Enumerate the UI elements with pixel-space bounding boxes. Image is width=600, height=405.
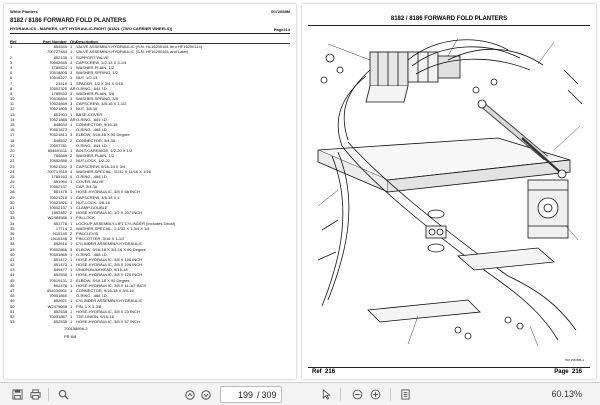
part-description: HOSE-HYDRAULIC, 3/8 X 23 INCH <box>76 308 140 314</box>
part-qty: 1 <box>70 49 73 55</box>
part-qty: 1 <box>70 64 73 70</box>
part-ref: 45 <box>10 277 15 283</box>
part-ref: 46 <box>10 282 15 288</box>
search-icon[interactable] <box>56 387 71 402</box>
part-qty: 1 <box>70 272 73 278</box>
part-number: 23419 <box>55 80 67 86</box>
parts-table-body <box>10 44 290 324</box>
part-ref: 8 <box>10 85 13 91</box>
part-qty: 1 <box>70 288 73 293</box>
part-qty: 4 <box>70 168 73 174</box>
part-number: 854540 <box>53 44 67 50</box>
exploded-parts-diagram <box>308 30 590 356</box>
part-ref: 29 <box>10 194 15 200</box>
part-qty: 1 <box>70 251 73 257</box>
part-number: 70518805 <box>49 70 67 76</box>
part-qty: 1 <box>70 54 73 60</box>
part-description: O-RING, .644 I.D. <box>76 85 108 91</box>
part-description: ELBOW, 9/16-18 X 90 Degree <box>76 132 130 138</box>
part-ref: 31 <box>10 205 15 210</box>
part-description: CONNECTOR, 9/16-18 <box>76 122 118 127</box>
part-number: 70502137 <box>49 184 67 190</box>
part-ref: 17 <box>10 132 15 138</box>
part-ref: 50 <box>10 303 15 309</box>
part-qty: 2 <box>70 153 73 159</box>
part-number: 70502645 <box>49 59 67 65</box>
ref-text: Ref <box>312 369 322 375</box>
part-ref: 5 <box>10 70 13 76</box>
part-description: CAPSCREW, 5/16-18 X 3/4 <box>76 163 126 169</box>
part-qty: 1 <box>70 122 73 127</box>
part-number: 70501873 <box>49 127 67 133</box>
part-description: CAPSCREW, 3/8-16 X 1-1/2 <box>76 101 127 107</box>
part-qty: 1 <box>70 319 73 325</box>
part-ref: 35 <box>10 225 15 231</box>
part-number: 1785524 <box>51 64 67 70</box>
part-qty: 3 <box>70 246 73 252</box>
part-description: SUPPORT-VALVE <box>76 54 109 60</box>
part-description: O-RING, .644 I.D. <box>76 116 108 122</box>
part-ref: 38 <box>10 241 15 247</box>
part-ref: 22 <box>10 158 15 164</box>
part-description: WASHER-SPECIAL, 11/32 X 11/16 X 1/16 <box>76 168 151 174</box>
toolbar-divider <box>48 388 49 401</box>
part-ref: 42 <box>10 262 15 268</box>
part-ref: 16 <box>10 127 15 133</box>
part-number: 70516894 <box>49 96 67 102</box>
part-description: PIN-CLEVIS <box>76 230 99 236</box>
part-ref: 28 <box>10 189 15 195</box>
zoom-out-icon[interactable] <box>350 387 365 402</box>
diagram-page-title: 8182 / 8186 FORWARD FOLD PLANTERS <box>390 16 508 22</box>
part-description: PIN-COTTER, 3/16 X 1-1/2 <box>76 236 125 242</box>
part-number: 1785163 <box>51 173 67 179</box>
part-number: 851472 <box>53 256 67 262</box>
part-description: CLAMP-DOUBLE <box>76 205 108 210</box>
part-qty: 2 <box>70 277 73 283</box>
col-description: Description <box>76 39 99 44</box>
part-description: WASHER-PLAIN, 3/8 <box>76 90 115 96</box>
diagram-header-divider <box>308 25 590 26</box>
part-description: O-RING, .644 I.D. <box>76 142 108 148</box>
part-description: HOSE-HYDRAULIC, 3/8 X 11-1/2 INCH <box>76 282 147 288</box>
part-description: O-RING, .468 I.D. <box>76 293 108 299</box>
part-number: 70502858 <box>49 158 67 164</box>
part-number: 785689 <box>53 153 67 159</box>
part-qty: 2 <box>70 158 73 164</box>
part-description: NUT-LOCK, 3/8-16 <box>76 199 110 205</box>
part-ref: 12 <box>10 106 15 112</box>
part-number: 70521332 <box>49 163 67 169</box>
part-ref: 26 <box>10 179 15 185</box>
part-qty: 1 <box>70 298 73 304</box>
col-qty: Qty <box>70 39 77 44</box>
part-number: 852538 <box>53 308 67 314</box>
part-number: 70516227 <box>49 75 67 81</box>
page-up-icon[interactable] <box>182 387 197 402</box>
part-description: NUT-LOCK, 1/2-20 <box>76 158 110 164</box>
part-ref: 3 <box>10 59 13 65</box>
part-number: 70502325 <box>49 85 67 91</box>
part-ref: 49 <box>10 298 15 304</box>
part-qty: 3 <box>70 163 73 169</box>
part-number: 848634 <box>53 122 67 127</box>
part-ref: 9 <box>10 90 13 96</box>
part-ref: 53 <box>10 319 15 325</box>
part-qty: 1 <box>70 215 73 221</box>
part-description: HOSE-HYDRAULIC, 3/8 X 106 INCH <box>76 262 143 268</box>
print-icon[interactable] <box>28 387 43 402</box>
part-number: W2484588 <box>47 215 67 221</box>
part-number: 700727484 <box>46 49 67 55</box>
part-description: BASE-COVER <box>76 111 103 117</box>
part-description: HOSE-HYDRAULIC, 3/8 X 68 INCH <box>76 189 140 195</box>
part-number: 70501865 <box>49 251 67 257</box>
part-description: UNION-BULKHEAD, 9/16-18 <box>76 267 128 273</box>
part-qty: 1 <box>70 256 73 262</box>
part-number: 70521218 <box>49 194 67 200</box>
current-page-input[interactable] <box>221 388 255 401</box>
part-ref: 52 <box>10 313 15 319</box>
valve-assembly <box>366 52 460 102</box>
zoom-in-icon[interactable] <box>368 387 383 402</box>
part-ref: 30 <box>10 199 15 205</box>
col-ref: Ref <box>10 39 17 44</box>
save-icon[interactable] <box>10 387 25 402</box>
part-number: 17714 <box>55 225 67 231</box>
part-ref: 15 <box>10 122 15 127</box>
page-down-icon[interactable] <box>198 387 213 402</box>
part-ref: 34 <box>10 220 15 226</box>
right-page <box>302 4 596 379</box>
footer-code: 700158806-2 <box>64 326 88 331</box>
part-number: 1785533 <box>51 90 67 96</box>
page-separator: / <box>257 389 260 400</box>
part-qty: 1 <box>70 308 73 314</box>
part-qty: 1 <box>70 194 73 200</box>
part-ref: 36 <box>10 230 15 236</box>
part-description: ELBOW, 9/16-18 X 90 Degree <box>76 277 130 283</box>
part-description: SPACER, 1/2 X 3/4 X 9/16 <box>76 80 124 86</box>
part-qty: 1 <box>70 205 73 210</box>
part-qty: 1 <box>70 75 73 81</box>
part-ref: 6 <box>10 75 13 81</box>
part-description: WASHER-PLAIN, 1/2 <box>76 153 115 159</box>
part-ref: 40 <box>10 251 15 257</box>
part-number: 70501865 <box>49 293 67 299</box>
part-number: 854691111 <box>47 147 67 153</box>
part-number: 852478 <box>53 282 67 288</box>
hose-clamp <box>426 210 446 252</box>
part-description: HOSE-HYDRAULIC, 3/8 X 120 INCH <box>76 272 143 278</box>
part-number: 854030501 <box>46 288 67 293</box>
part-description: TEE-UNION, 9/16-18 <box>76 313 114 319</box>
col-part-number: Part Number <box>42 39 67 44</box>
parts-table-row <box>10 319 290 324</box>
part-number: 851473 <box>53 262 67 268</box>
part-number: 852621 <box>53 298 67 304</box>
part-ref: 41 <box>10 256 15 262</box>
ref-number: 216 <box>325 369 336 375</box>
part-qty: 3 <box>70 90 73 96</box>
part-description: BOLT-CARRIAGE, 1/2-20 X 1/2 <box>76 147 133 153</box>
part-number: 851778 <box>53 220 67 226</box>
part-description: CAPSCREW, 1/2-13 X 3-1/4 <box>76 59 127 65</box>
cursor-icon[interactable] <box>318 387 333 402</box>
part-number: 70502866 <box>49 246 67 252</box>
page-number: 216 <box>571 369 582 375</box>
part-qty: 3 <box>70 96 73 102</box>
part-qty: 3 <box>70 106 73 112</box>
part-ref: 18 <box>10 137 15 143</box>
part-qty: 1 <box>70 241 73 247</box>
part-ref: 4 <box>10 64 13 70</box>
part-ref: 23 <box>10 163 15 169</box>
part-description: WASHER-PLAIN, 1/2 <box>76 64 115 70</box>
part-ref: 27 <box>10 184 15 190</box>
part-description: NUT, 3/8-16 <box>76 106 98 112</box>
part-ref: 25 <box>10 173 15 179</box>
part-qty: 1 <box>70 220 73 226</box>
part-ref: 11 <box>10 101 15 107</box>
part-ref: 37 <box>10 236 15 242</box>
page-text: Page <box>554 369 569 375</box>
footer-note: PR 8/8 <box>64 334 77 339</box>
part-number: 852135 <box>53 54 67 60</box>
part-ref: 51 <box>10 308 15 314</box>
part-number: 70502137 <box>49 205 67 210</box>
part-description: ELBOW, 9/16-18 X 3/4-16 X 90 Degree <box>76 246 146 252</box>
part-number: W2479698 <box>47 303 67 309</box>
part-qty: 1 <box>70 44 73 50</box>
part-ref: 24 <box>10 168 15 174</box>
part-description: HOSE-HYDRAULIC, 3/8 X 106 INCH <box>76 256 143 262</box>
part-number: 852616 <box>53 241 67 247</box>
part-number: 852535 <box>53 319 67 325</box>
ref-label <box>312 369 335 375</box>
part-qty: AR <box>70 116 76 122</box>
part-qty: 4 <box>70 59 73 65</box>
part-number: 848537 <box>53 137 67 143</box>
part-number: 70521885 <box>49 116 67 122</box>
part-description: CYLINDER ASSEMBLY-HYDRAULIC <box>76 298 143 304</box>
part-number: 1N15148 <box>50 236 67 242</box>
part-qty: 1 <box>70 189 73 195</box>
part-description: CYLINDER ASSEMBLY-HYDRAULIC <box>76 241 143 247</box>
page-title: 8182 / 8186 FORWARD FOLD PLANTERS <box>10 18 127 24</box>
total-pages: 309 <box>261 389 277 400</box>
part-qty: 1 <box>70 267 73 273</box>
part-ref: 48 <box>10 293 15 299</box>
part-ref: 47 <box>10 288 15 293</box>
diagram-footer-divider <box>308 367 590 368</box>
part-description: WASHER-SPRING, 1/2 <box>76 70 118 76</box>
toolbar-divider <box>340 388 341 401</box>
part-ref: 7 <box>10 80 13 86</box>
part-description: VALVE ASSEMBLY-HYDRAULIC (S.N. HF16200161 and Later) <box>76 49 189 55</box>
part-number: 70524869 <box>49 101 67 107</box>
part-qty: 1 <box>70 111 73 117</box>
part-qty: 1 <box>70 282 73 288</box>
part-qty: 4 <box>70 173 73 179</box>
part-description: WASHER-SPRING, 3/8 <box>76 96 118 102</box>
part-ref: 21 <box>10 153 15 159</box>
part-qty: 2 <box>70 210 73 216</box>
part-qty: 1 <box>70 80 73 86</box>
part-ref: 2 <box>10 54 13 60</box>
part-qty: 3 <box>70 101 73 107</box>
part-description: VALVE ASSEMBLY-HYDRAULIC (S.N. HL16200161 thru HF16200114) <box>76 44 203 50</box>
page-view-icon[interactable] <box>398 387 413 402</box>
part-number: 70521813 <box>49 132 67 138</box>
part-number: 851478 <box>53 189 67 195</box>
zoom-level[interactable]: 60.13% <box>551 389 582 399</box>
part-number: 70507781 <box>49 142 67 148</box>
part-description: PIN, 1 X 3-3/8 <box>76 303 102 309</box>
part-description: LOCKUP ASSEMBLY-LIFT CYLINDER (Includes Decal) <box>76 220 175 226</box>
part-description: CAP, 3/4-16 <box>76 184 98 190</box>
part-description: O-RING, .468 I.D. <box>76 251 108 257</box>
part-number: 70521805 <box>49 106 67 112</box>
part-number: 70521821 <box>49 199 67 205</box>
part-qty: AR <box>70 85 76 91</box>
part-ref: 19 <box>10 142 15 148</box>
part-ref: 13 <box>10 111 15 117</box>
part-description: COVER-VALVE <box>76 179 104 185</box>
part-description: PIN-LOCK <box>76 215 95 221</box>
brand-label: White Planters <box>10 9 38 14</box>
part-ref: 14 <box>10 116 15 122</box>
page-subtitle: HYDRAULICS - MARKER, LIFT HYDRAULIC-RIGHT (8182L (TWO CARRIER WHEELS)) <box>10 26 173 31</box>
part-qty: 1 <box>70 313 73 319</box>
part-qty: 1 <box>70 179 73 185</box>
part-number: 849477 <box>53 267 67 273</box>
part-number: 1852487 <box>51 210 67 216</box>
part-description: WASHER-SPECIAL, 1-1/32 X 1-3/4 X 1/4 <box>76 225 150 231</box>
parts-table <box>10 39 290 324</box>
part-description: CAPSCREW, 3/8-16 X 1 <box>76 194 120 200</box>
part-qty: 1 <box>70 262 73 268</box>
part-description: O-RING, .468 I.D. <box>76 173 108 179</box>
part-number: 70501867 <box>49 313 67 319</box>
part-ref: 44 <box>10 272 15 278</box>
part-description: CONNECTOR, 9/16-18 X 3/4-16 <box>76 288 134 293</box>
part-number: N15145 <box>52 230 67 236</box>
figure-code: 700 158 805-1 <box>564 358 584 362</box>
doc-number: 0072058M <box>271 9 290 14</box>
part-description: HOSE-HYDRAULIC, 1/2 X 207 INCH <box>76 210 143 216</box>
part-number: 70519131 <box>49 277 67 283</box>
left-page <box>4 4 296 379</box>
page-label <box>554 369 582 375</box>
part-qty: 2 <box>70 230 73 236</box>
header-divider <box>10 33 290 34</box>
part-ref: 33 <box>10 215 15 221</box>
part-ref: 1 <box>10 44 13 50</box>
part-ref: 43 <box>10 267 15 273</box>
part-qty: 2 <box>70 236 73 242</box>
part-qty: 3 <box>70 70 73 76</box>
viewer-toolbar <box>0 382 600 405</box>
part-ref: 39 <box>10 246 15 252</box>
part-qty: 1 <box>70 199 73 205</box>
toolbar-divider <box>390 388 391 401</box>
part-number: 851903 <box>53 111 67 117</box>
part-ref: 32 <box>10 210 15 216</box>
part-description: O-RING, .468 I.D. <box>76 127 108 133</box>
page-number-label: Page214 <box>273 27 290 32</box>
part-qty: 1 <box>70 303 73 309</box>
part-qty: 3 <box>70 132 73 138</box>
part-qty: 2 <box>70 225 73 231</box>
part-number: 852538 <box>53 272 67 278</box>
part-description: CONNECTOR, 3/4-16 <box>76 137 116 143</box>
part-number: 851994 <box>53 179 67 185</box>
part-ref: 10 <box>10 96 15 102</box>
part-number: 700717619 <box>46 168 67 174</box>
page-navigator <box>220 386 282 403</box>
part-description: HOSE-HYDRAULIC, 3/8 X 67 INCH <box>76 319 140 325</box>
part-qty: 2 <box>70 137 73 143</box>
part-qty: 1 <box>70 147 73 153</box>
part-description: NUT, 1/2-13 <box>76 75 98 81</box>
part-ref: 20 <box>10 147 15 153</box>
